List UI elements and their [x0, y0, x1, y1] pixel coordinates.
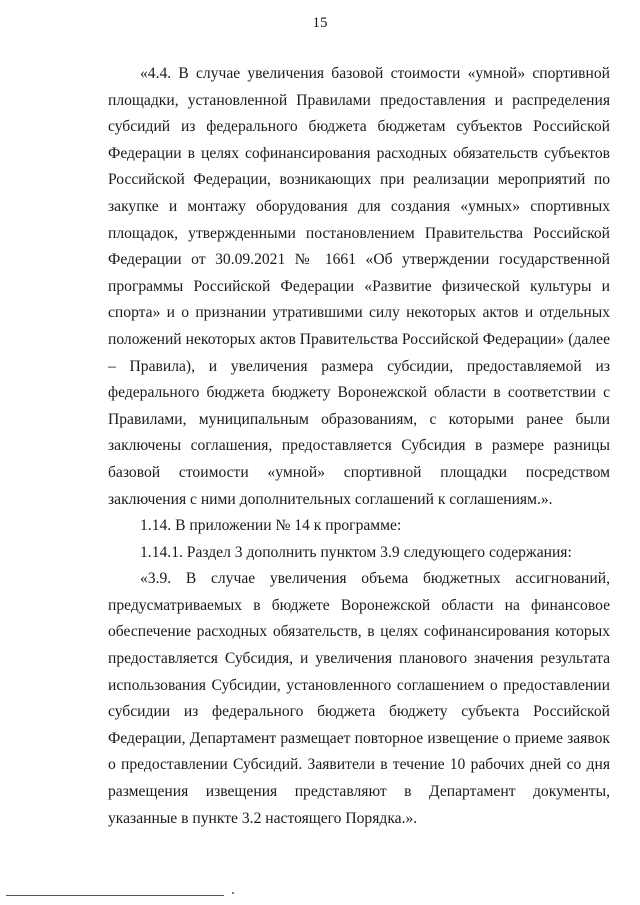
paragraph-4-4: «4.4. В случае увеличения базовой стоимости «умной» спортивной площадки, установленной Правилами предоставления и распределения субсидий из федерального бюджета бюджетам субъектов Российской Федерации в целях софинансирования расходных обязательств субъектов Российской Федерации, возникающих при реализации мероприятий по закупке и монтажу оборудования для создания «умных» спортивных площадок, утвержденными постановлением Правительства Российской Федерации от 30.09.2021 № 1661 «Об утверждении государственной программы Российской Федерации «Развитие физической культуры и спорта» и о признании утратившими силу некоторых актов и отдельных положений некоторых актов Правительства Российской Федерации» (далее – Правила), и увеличения размера субсидии, предоставляемой из федерального бюджета бюджету Воронежской области в соответствии с Правилами, муниципальным образованиям, с которыми ранее были заключены соглашения, предоставляется Субсидия в размере разницы базовой стоимости «умной» спортивной площадки посредством заключения с ними дополнительных соглашений к соглашениям.». [108, 65, 610, 508]
footer-divider [6, 895, 224, 896]
footer-mark [232, 892, 234, 894]
document-body [108, 61, 610, 832]
page-number: 15 [312, 15, 328, 31]
paragraph-1-14-1: 1.14.1. Раздел 3 дополнить пунктом 3.9 следующего содержания: [140, 543, 572, 561]
paragraph-3-9: «3.9. В случае увеличения объема бюджетных ассигнований, предусматриваемых в бюджете Воронежской области на финансовое обеспечение расходных обязательств, в целях софинансирования которых предоставляется Субсидия, и увеличения планового значения результата использования Субсидии, установленного соглашением о предоставлении субсидии из федерального бюджета бюджету субъекта Российской Федерации, Департамент размещает повторное извещение о приеме заявок о предоставлении Субсидий. Заявители в течение 10 рабочих дней со дня размещения извещения представляют в Департамент документы, указанные в пункте 3.2 настоящего Порядка.». [108, 570, 610, 827]
paragraph-1-14: 1.14. В приложении № 14 к программе: [140, 517, 402, 535]
